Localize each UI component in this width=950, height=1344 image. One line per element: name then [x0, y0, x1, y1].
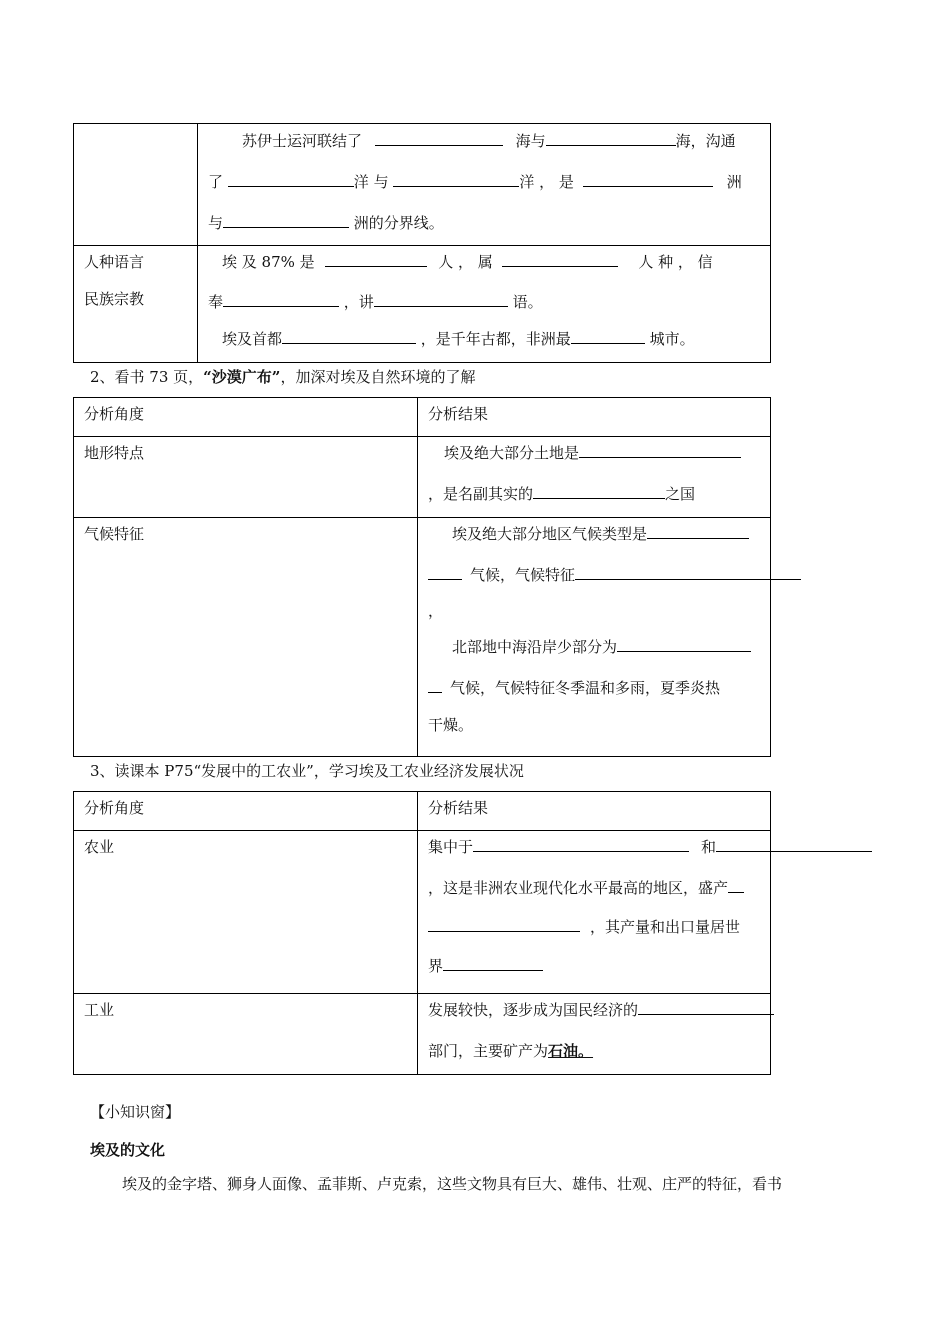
agri-line-4: 界	[428, 955, 543, 976]
canal-line-1: 苏伊士运河联结了 海与 海，沟通	[242, 132, 736, 150]
climate-line-3: ，	[428, 602, 444, 620]
terrain-label-cell	[74, 437, 418, 518]
climate-line-5: 气候，气候特征冬季温和多雨，夏季炎热	[428, 677, 720, 698]
climate-line-1: 埃及绝大部分地区气候类型是	[452, 523, 749, 544]
industry-content-cell	[418, 994, 771, 1075]
industry-line-2: 部门，主要矿产为石油。	[428, 1042, 594, 1060]
climate-label-cell	[74, 518, 418, 757]
table3-header-result	[418, 792, 771, 831]
people-label-cell	[74, 246, 198, 363]
knowledge-window-title: 【小知识窗】	[90, 1103, 181, 1121]
agri-line-3: ，其产量和出口量居世	[428, 916, 740, 937]
table2-header-result	[418, 398, 771, 437]
people-line-3: 埃及首都 ，是千年古都，非洲最 城市。	[222, 330, 695, 348]
col-result: 分析结果	[428, 799, 489, 817]
agri-content-cell	[418, 831, 771, 994]
industry-label-cell	[74, 994, 418, 1075]
industry-label: 工业	[84, 1001, 115, 1019]
terrain-line-1: 埃及绝大部分土地是	[444, 442, 741, 463]
climate-line-2: 气候，气候特征	[428, 564, 801, 585]
climate-content-cell	[418, 518, 771, 757]
oil-answer: 石油。	[548, 1042, 594, 1060]
climate-line-4: 北部地中海沿岸少部分为	[452, 636, 751, 657]
agri-line-2: ，这是非洲农业现代化水平最高的地区，盛产	[428, 877, 744, 898]
people-label-line1: 人种语言	[84, 253, 145, 271]
table-canal-people	[73, 123, 771, 363]
table3-header-angle	[74, 792, 418, 831]
terrain-label: 地形特点	[84, 444, 145, 462]
people-content-cell	[198, 246, 771, 363]
climate-line-6: 干燥。	[428, 716, 474, 734]
people-label-line2: 民族宗教	[84, 290, 145, 308]
agri-label-cell	[74, 831, 418, 994]
col-result: 分析结果	[428, 405, 489, 423]
agri-label: 农业	[84, 838, 115, 856]
table-agriculture-industry	[73, 791, 771, 1075]
section3-heading: 3、读课本 P75“发展中的工农业”，学习埃及工农业经济发展状况	[90, 762, 524, 780]
canal-line-2: 了 洋 与 洋 ， 是 洲	[208, 173, 742, 191]
terrain-line-2: ，是名副其实的 之国	[428, 485, 696, 503]
people-line-1: 埃 及 87% 是 人 ， 属 人 种 ， 信	[222, 253, 713, 271]
table2-header-angle	[74, 398, 418, 437]
knowledge-subtitle: 埃及的文化	[90, 1141, 166, 1159]
industry-line-1: 发展较快，逐步成为国民经济的	[428, 999, 774, 1020]
table-natural-environment	[73, 397, 771, 757]
canal-label-cell	[74, 124, 198, 246]
canal-content-cell	[198, 124, 771, 246]
climate-label: 气候特征	[84, 525, 145, 543]
knowledge-paragraph: 埃及的金字塔、狮身人面像、孟菲斯、卢克索，这些文物具有巨大、雄伟、壮观、庄严的特征，看书	[122, 1175, 783, 1193]
col-angle: 分析角度	[84, 799, 145, 817]
col-angle: 分析角度	[84, 405, 145, 423]
terrain-content-cell	[418, 437, 771, 518]
section2-heading: 2、看书 73 页，“沙漠广布”，加深对埃及自然环境的了解	[90, 368, 476, 386]
people-line-2: 奉 ，讲 语。	[208, 293, 543, 311]
agri-line-1: 集中于 和	[428, 836, 872, 857]
canal-line-3: 与 洲的分界线。	[208, 214, 444, 232]
